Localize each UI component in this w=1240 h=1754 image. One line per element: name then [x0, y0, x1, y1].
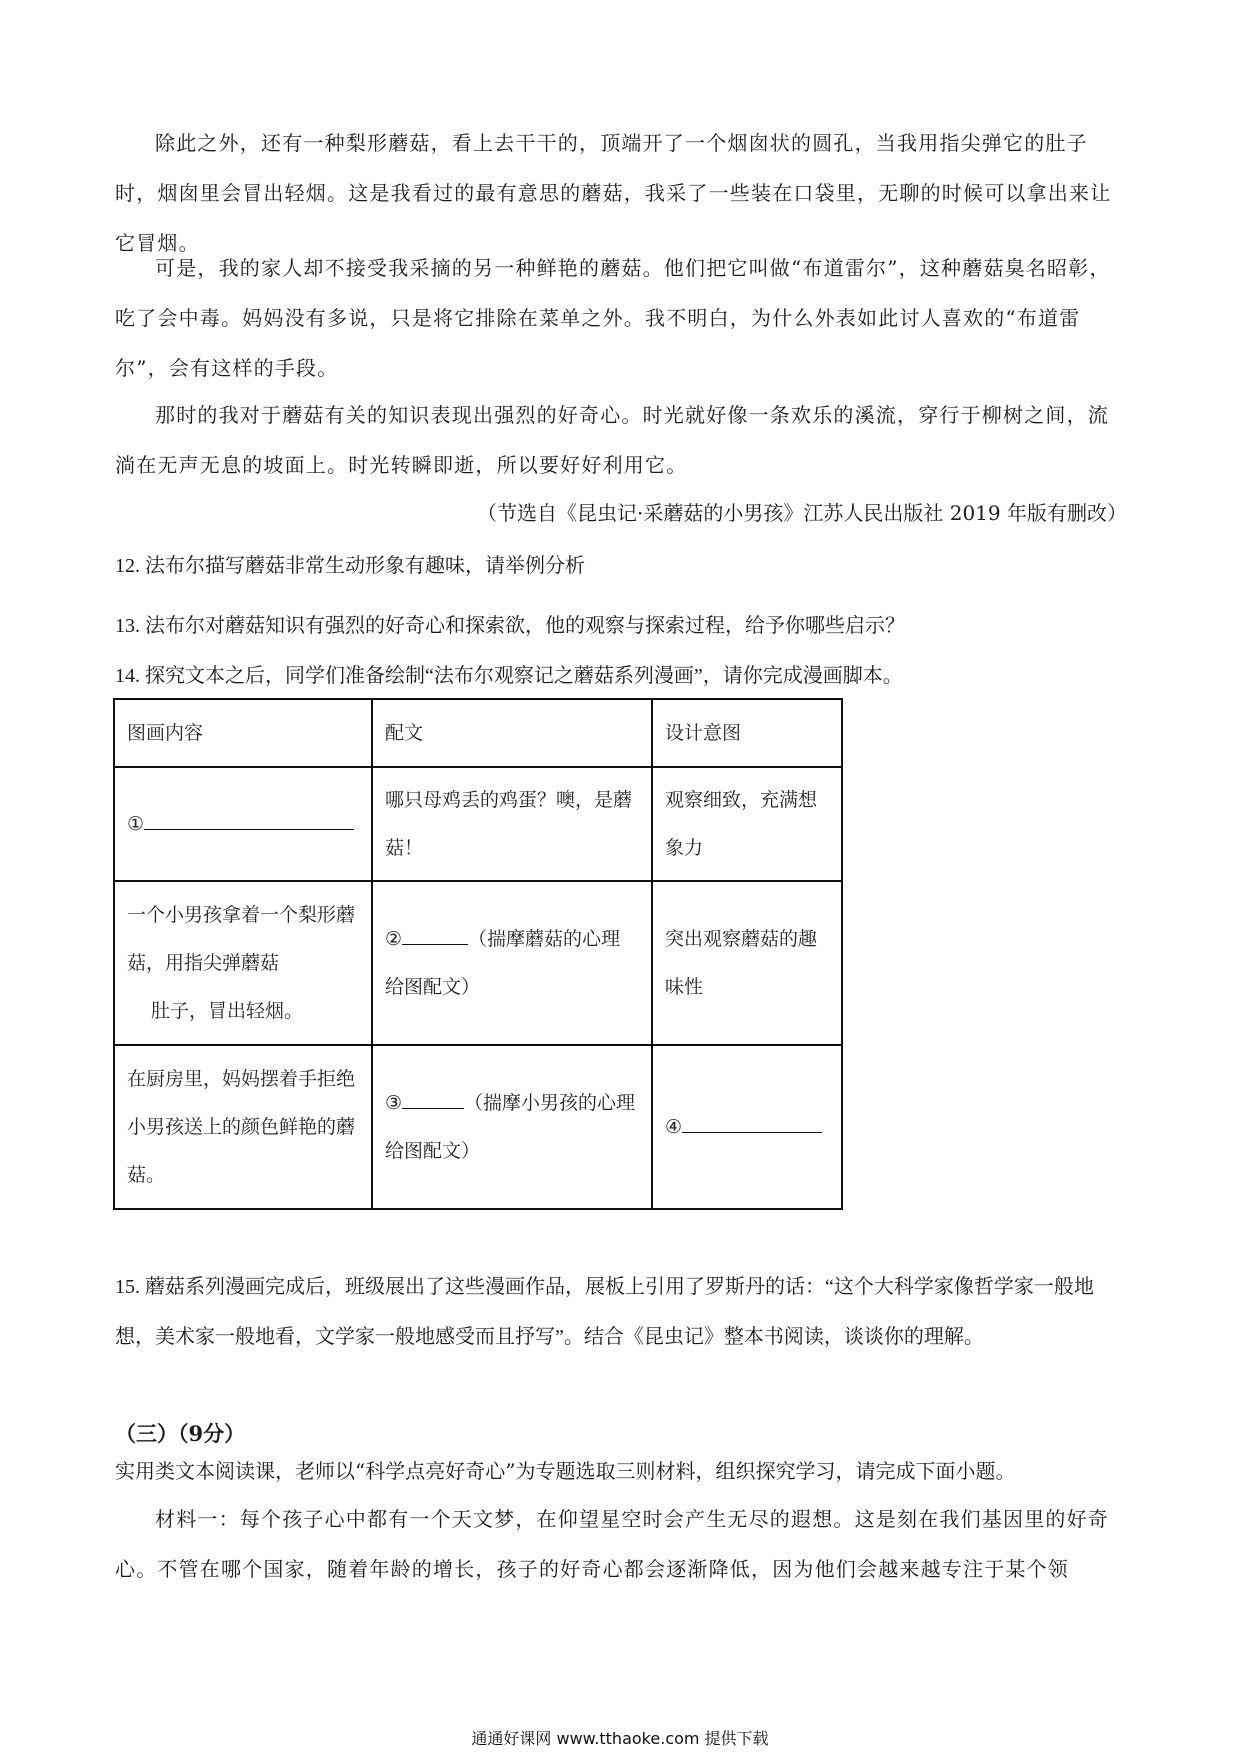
section-3-intro: 实用类文本阅读课，老师以“科学点亮好奇心”为专题选取三则材料，组织探究学习，请完成下面小题。	[115, 1459, 1016, 1483]
row2-caption-hint: （揣摩蘑菇的心理给图配文）	[385, 928, 621, 998]
row1-caption: 哪只母鸡丢的鸡蛋？噢，是蘑菇！	[372, 767, 652, 881]
row3-intent-cell	[652, 1045, 842, 1209]
question-13: 13. 法布尔对蘑菇知识有强烈的好奇心和探索欲，他的观察与探索过程，给予你哪些启示？	[115, 615, 905, 637]
passage-paragraph-1: 除此之外，还有一种梨形蘑菇，看上去干干的，顶端开了一个烟囱状的圆孔，当我用指尖弹它的肚子时，烟囱里会冒出轻烟。这是我看过的最有意思的蘑菇，我采了一些装在口袋里，无聊的时候可以拿出来让它冒烟。	[115, 131, 1112, 255]
answer-blank-2[interactable]	[402, 924, 468, 945]
table-row	[114, 767, 842, 881]
answer-blank-4[interactable]	[682, 1112, 822, 1133]
row2-picture-last: 肚子，冒出轻烟。	[151, 1000, 304, 1022]
answer-blank-1[interactable]	[144, 809, 354, 830]
row3-picture: 在厨房里，妈妈摆着手拒绝小男孩送上的颜色鲜艳的蘑菇。	[114, 1045, 372, 1209]
answer-blank-3[interactable]	[402, 1088, 464, 1109]
section-3-heading: （三）（9分）	[115, 1421, 246, 1446]
blank-marker-3: ③	[385, 1092, 403, 1114]
row3-caption-hint: （揣摩小男孩的心理给图配文）	[385, 1092, 636, 1162]
blank-marker-1: ①	[127, 813, 145, 835]
header-picture: 图画内容	[114, 699, 372, 767]
row2-picture-cell	[114, 881, 372, 1045]
passage-paragraph-2: 可是，我的家人却不接受我采摘的另一种鲜艳的蘑菇。他们把它叫做“布道雷尔”，这种蘑菇臭名昭彰，吃了会中毒。妈妈没有多说，只是将它排除在菜单之外。我不明白，为什么外表如此讨人喜欢的“布道雷尔”，会有这样的手段。	[115, 256, 1111, 380]
comic-script-table	[113, 698, 843, 1210]
table-header-row	[114, 699, 842, 767]
header-intent: 设计意图	[652, 699, 842, 767]
question-14: 14. 探究文本之后，同学们准备绘制“法布尔观察记之蘑菇系列漫画”，请你完成漫画脚本。	[115, 665, 903, 687]
question-12: 12. 法布尔描写蘑菇非常生动形象有趣味，请举例分析	[115, 555, 585, 577]
blank-marker-2: ②	[385, 928, 403, 950]
row2-intent: 突出观察蘑菇的趣味性	[652, 881, 842, 1045]
table-row	[114, 881, 842, 1045]
table-row	[114, 1045, 842, 1209]
page-footer: 通通好课网 www.tthaoke.com 提供下载	[471, 1729, 769, 1748]
blank-marker-4: ④	[665, 1116, 683, 1138]
passage-paragraph-3: 那时的我对于蘑菇有关的知识表现出强烈的好奇心。时光就好像一条欢乐的溪流，穿行于柳树之间，流淌在无声无息的坡面上。时光转瞬即逝，所以要好好利用它。	[115, 403, 1109, 477]
row3-caption-cell	[372, 1045, 652, 1209]
material-1-paragraph: 材料一：每个孩子心中都有一个天文梦，在仰望星空时会产生无尽的遐想。这是刻在我们基因里的好奇心。不管在哪个国家，随着年龄的增长，孩子的好奇心都会逐渐降低，因为他们会越来越专注于某个领	[115, 1507, 1109, 1581]
row1-intent: 观察细致，充满想象力	[652, 767, 842, 881]
row2-caption-cell	[372, 881, 652, 1045]
row1-picture-cell	[114, 767, 372, 881]
passage-source: （节选自《昆虫记·采蘑菇的小男孩》江苏人民出版社 2019 年版有删改）	[477, 501, 1127, 525]
header-caption: 配文	[372, 699, 652, 767]
row2-picture: 一个小男孩拿着一个梨形蘑菇，用指尖弹蘑菇	[127, 904, 356, 974]
question-15: 15. 蘑菇系列漫画完成后，班级展出了这些漫画作品，展板上引用了罗斯丹的话：“这个大科学家像哲学家一般地想，美术家一般地看，文学家一般地感受而且抒写”。结合《昆虫记》整本书阅读，谈谈你的理解。	[115, 1276, 1094, 1348]
